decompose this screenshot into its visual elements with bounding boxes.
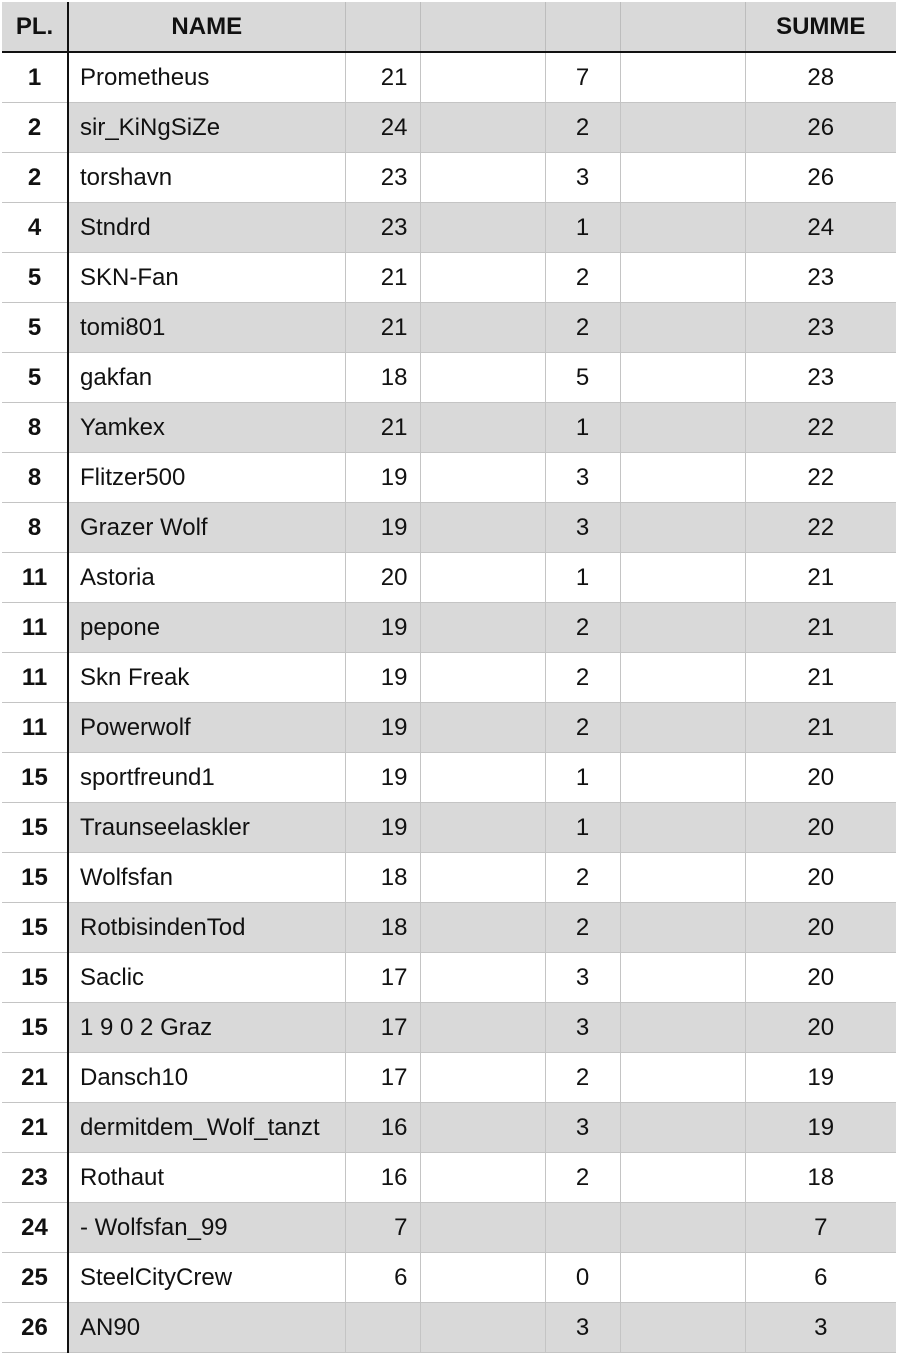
name-cell[interactable]: Traunseelaskler — [68, 803, 345, 853]
sum-cell[interactable]: 20 — [745, 1003, 896, 1053]
col-c-cell[interactable]: 2 — [545, 303, 620, 353]
table-row[interactable] — [2, 1303, 896, 1353]
col-c-cell[interactable]: 2 — [545, 903, 620, 953]
col-d-cell[interactable] — [620, 503, 745, 553]
col-a-cell[interactable]: 17 — [345, 1003, 420, 1053]
col-c-cell[interactable]: 2 — [545, 853, 620, 903]
col-d-cell[interactable] — [620, 903, 745, 953]
col-d-cell[interactable] — [620, 753, 745, 803]
col-d-cell[interactable] — [620, 103, 745, 153]
place-cell[interactable]: 25 — [2, 1253, 68, 1303]
col-b-cell[interactable] — [420, 603, 545, 653]
header-col-d[interactable] — [620, 2, 745, 52]
place-cell[interactable]: 8 — [2, 453, 68, 503]
table-row[interactable] — [2, 853, 896, 903]
col-b-cell[interactable] — [420, 553, 545, 603]
name-cell[interactable]: Powerwolf — [68, 703, 345, 753]
col-d-cell[interactable] — [620, 953, 745, 1003]
col-a-cell[interactable]: 19 — [345, 603, 420, 653]
col-c-cell[interactable] — [545, 1203, 620, 1253]
col-c-cell[interactable]: 3 — [545, 1303, 620, 1353]
name-cell[interactable]: Dansch10 — [68, 1053, 345, 1103]
table-row[interactable] — [2, 403, 896, 453]
col-c-cell[interactable]: 5 — [545, 353, 620, 403]
sum-cell[interactable]: 22 — [745, 453, 896, 503]
col-a-cell[interactable]: 19 — [345, 453, 420, 503]
col-a-cell[interactable]: 23 — [345, 153, 420, 203]
name-cell[interactable]: 1 9 0 2 Graz — [68, 1003, 345, 1053]
table-row[interactable] — [2, 353, 896, 403]
table-row[interactable] — [2, 1103, 896, 1153]
sum-cell[interactable]: 20 — [745, 903, 896, 953]
col-a-cell[interactable]: 19 — [345, 803, 420, 853]
name-cell[interactable]: pepone — [68, 603, 345, 653]
col-a-cell[interactable]: 17 — [345, 1053, 420, 1103]
sum-cell[interactable]: 19 — [745, 1053, 896, 1103]
col-a-cell[interactable]: 19 — [345, 703, 420, 753]
col-c-cell[interactable]: 3 — [545, 453, 620, 503]
col-b-cell[interactable] — [420, 1053, 545, 1103]
name-cell[interactable]: SKN-Fan — [68, 253, 345, 303]
header-col-c[interactable] — [545, 2, 620, 52]
col-d-cell[interactable] — [620, 603, 745, 653]
col-b-cell[interactable] — [420, 953, 545, 1003]
col-b-cell[interactable] — [420, 803, 545, 853]
col-c-cell[interactable]: 2 — [545, 703, 620, 753]
col-a-cell[interactable]: 21 — [345, 403, 420, 453]
name-cell[interactable]: RotbisindenTod — [68, 903, 345, 953]
col-b-cell[interactable] — [420, 1303, 545, 1353]
col-a-cell[interactable]: 19 — [345, 653, 420, 703]
table-row[interactable] — [2, 153, 896, 203]
col-b-cell[interactable] — [420, 253, 545, 303]
col-a-cell[interactable] — [345, 1303, 420, 1353]
place-cell[interactable]: 1 — [2, 52, 68, 103]
col-b-cell[interactable] — [420, 1153, 545, 1203]
name-cell[interactable]: sir_KiNgSiZe — [68, 103, 345, 153]
table-row[interactable] — [2, 453, 896, 503]
place-cell[interactable]: 23 — [2, 1153, 68, 1203]
col-a-cell[interactable]: 19 — [345, 753, 420, 803]
sum-cell[interactable]: 28 — [745, 52, 896, 103]
col-d-cell[interactable] — [620, 253, 745, 303]
sum-cell[interactable]: 20 — [745, 753, 896, 803]
col-c-cell[interactable]: 3 — [545, 153, 620, 203]
col-d-cell[interactable] — [620, 703, 745, 753]
col-d-cell[interactable] — [620, 52, 745, 103]
col-b-cell[interactable] — [420, 453, 545, 503]
col-a-cell[interactable]: 17 — [345, 953, 420, 1003]
table-row[interactable] — [2, 653, 896, 703]
col-d-cell[interactable] — [620, 1253, 745, 1303]
name-cell[interactable]: Grazer Wolf — [68, 503, 345, 553]
col-b-cell[interactable] — [420, 52, 545, 103]
name-cell[interactable]: sportfreund1 — [68, 753, 345, 803]
col-a-cell[interactable]: 24 — [345, 103, 420, 153]
place-cell[interactable]: 5 — [2, 253, 68, 303]
sum-cell[interactable]: 23 — [745, 353, 896, 403]
col-d-cell[interactable] — [620, 303, 745, 353]
name-cell[interactable]: Yamkex — [68, 403, 345, 453]
sum-cell[interactable]: 21 — [745, 603, 896, 653]
col-a-cell[interactable]: 16 — [345, 1153, 420, 1203]
name-cell[interactable]: Wolfsfan — [68, 853, 345, 903]
col-a-cell[interactable]: 18 — [345, 903, 420, 953]
col-a-cell[interactable]: 21 — [345, 303, 420, 353]
name-cell[interactable]: Flitzer500 — [68, 453, 345, 503]
place-cell[interactable]: 5 — [2, 303, 68, 353]
col-d-cell[interactable] — [620, 203, 745, 253]
col-d-cell[interactable] — [620, 1303, 745, 1353]
col-d-cell[interactable] — [620, 1053, 745, 1103]
col-d-cell[interactable] — [620, 453, 745, 503]
col-b-cell[interactable] — [420, 903, 545, 953]
header-place[interactable]: PL. — [2, 2, 68, 52]
col-b-cell[interactable] — [420, 153, 545, 203]
table-row[interactable] — [2, 903, 896, 953]
col-a-cell[interactable]: 18 — [345, 853, 420, 903]
table-row[interactable] — [2, 1053, 896, 1103]
col-d-cell[interactable] — [620, 353, 745, 403]
name-cell[interactable]: gakfan — [68, 353, 345, 403]
col-a-cell[interactable]: 16 — [345, 1103, 420, 1153]
col-a-cell[interactable]: 21 — [345, 52, 420, 103]
sum-cell[interactable]: 3 — [745, 1303, 896, 1353]
col-c-cell[interactable]: 2 — [545, 103, 620, 153]
place-cell[interactable]: 24 — [2, 1203, 68, 1253]
col-b-cell[interactable] — [420, 753, 545, 803]
place-cell[interactable]: 11 — [2, 653, 68, 703]
table-row[interactable] — [2, 203, 896, 253]
table-row[interactable] — [2, 253, 896, 303]
col-b-cell[interactable] — [420, 1203, 545, 1253]
col-d-cell[interactable] — [620, 153, 745, 203]
col-d-cell[interactable] — [620, 1203, 745, 1253]
sum-cell[interactable]: 20 — [745, 853, 896, 903]
sum-cell[interactable]: 19 — [745, 1103, 896, 1153]
col-b-cell[interactable] — [420, 403, 545, 453]
col-a-cell[interactable]: 6 — [345, 1253, 420, 1303]
col-b-cell[interactable] — [420, 1253, 545, 1303]
col-c-cell[interactable]: 2 — [545, 653, 620, 703]
place-cell[interactable]: 11 — [2, 703, 68, 753]
table-row[interactable] — [2, 52, 896, 103]
table-header — [2, 2, 896, 52]
sum-cell[interactable]: 7 — [745, 1203, 896, 1253]
col-a-cell[interactable]: 7 — [345, 1203, 420, 1253]
header-sum[interactable]: SUMME — [745, 2, 896, 52]
col-d-cell[interactable] — [620, 553, 745, 603]
place-cell[interactable]: 11 — [2, 553, 68, 603]
place-cell[interactable]: 15 — [2, 903, 68, 953]
col-c-cell[interactable]: 3 — [545, 953, 620, 1003]
name-cell[interactable]: SteelCityCrew — [68, 1253, 345, 1303]
place-cell[interactable]: 15 — [2, 853, 68, 903]
table-row[interactable] — [2, 503, 896, 553]
col-c-cell[interactable]: 1 — [545, 403, 620, 453]
name-cell[interactable]: - Wolfsfan_99 — [68, 1203, 345, 1253]
place-cell[interactable]: 8 — [2, 403, 68, 453]
sum-cell[interactable]: 20 — [745, 953, 896, 1003]
place-cell[interactable]: 2 — [2, 103, 68, 153]
header-col-b[interactable] — [420, 2, 545, 52]
col-a-cell[interactable]: 23 — [345, 203, 420, 253]
name-cell[interactable]: tomi801 — [68, 303, 345, 353]
col-b-cell[interactable] — [420, 1103, 545, 1153]
sum-cell[interactable]: 21 — [745, 653, 896, 703]
name-cell[interactable]: Stndrd — [68, 203, 345, 253]
col-b-cell[interactable] — [420, 703, 545, 753]
col-c-cell[interactable]: 1 — [545, 753, 620, 803]
col-d-cell[interactable] — [620, 1003, 745, 1053]
table-row[interactable] — [2, 553, 896, 603]
name-cell[interactable]: Rothaut — [68, 1153, 345, 1203]
col-c-cell[interactable]: 2 — [545, 1153, 620, 1203]
header-name[interactable]: NAME — [68, 2, 345, 52]
col-b-cell[interactable] — [420, 303, 545, 353]
name-cell[interactable]: Saclic — [68, 953, 345, 1003]
place-cell[interactable]: 21 — [2, 1053, 68, 1103]
table-row[interactable] — [2, 1153, 896, 1203]
place-cell[interactable]: 15 — [2, 1003, 68, 1053]
col-c-cell[interactable]: 3 — [545, 503, 620, 553]
col-c-cell[interactable]: 3 — [545, 1103, 620, 1153]
table-body — [2, 52, 896, 1353]
col-c-cell[interactable]: 7 — [545, 52, 620, 103]
table-row[interactable] — [2, 1203, 896, 1253]
col-a-cell[interactable]: 20 — [345, 553, 420, 603]
table-row[interactable] — [2, 303, 896, 353]
col-c-cell[interactable]: 1 — [545, 803, 620, 853]
sum-cell[interactable]: 23 — [745, 253, 896, 303]
col-d-cell[interactable] — [620, 403, 745, 453]
place-cell[interactable]: 15 — [2, 803, 68, 853]
name-cell[interactable]: torshavn — [68, 153, 345, 203]
header-col-a[interactable] — [345, 2, 420, 52]
col-c-cell[interactable]: 2 — [545, 603, 620, 653]
table-row[interactable] — [2, 103, 896, 153]
col-b-cell[interactable] — [420, 203, 545, 253]
name-cell[interactable]: Astoria — [68, 553, 345, 603]
col-c-cell[interactable]: 2 — [545, 253, 620, 303]
place-cell[interactable]: 26 — [2, 1303, 68, 1353]
col-c-cell[interactable]: 1 — [545, 553, 620, 603]
col-b-cell[interactable] — [420, 503, 545, 553]
standings-table — [2, 2, 896, 1353]
table-row[interactable] — [2, 1003, 896, 1053]
col-c-cell[interactable]: 0 — [545, 1253, 620, 1303]
place-cell[interactable]: 4 — [2, 203, 68, 253]
place-cell[interactable]: 2 — [2, 153, 68, 203]
name-cell[interactable]: dermitdem_Wolf_tanzt — [68, 1103, 345, 1153]
sum-cell[interactable]: 20 — [745, 803, 896, 853]
col-d-cell[interactable] — [620, 1103, 745, 1153]
sum-cell[interactable]: 22 — [745, 403, 896, 453]
table-row[interactable] — [2, 603, 896, 653]
col-b-cell[interactable] — [420, 103, 545, 153]
col-d-cell[interactable] — [620, 1153, 745, 1203]
sum-cell[interactable]: 21 — [745, 703, 896, 753]
col-c-cell[interactable]: 2 — [545, 1053, 620, 1103]
col-b-cell[interactable] — [420, 853, 545, 903]
col-a-cell[interactable]: 19 — [345, 503, 420, 553]
place-cell[interactable]: 15 — [2, 753, 68, 803]
col-a-cell[interactable]: 21 — [345, 253, 420, 303]
col-b-cell[interactable] — [420, 353, 545, 403]
name-cell[interactable]: Skn Freak — [68, 653, 345, 703]
table-row[interactable] — [2, 753, 896, 803]
name-cell[interactable]: AN90 — [68, 1303, 345, 1353]
sum-cell[interactable]: 18 — [745, 1153, 896, 1203]
table-row[interactable] — [2, 1253, 896, 1303]
col-a-cell[interactable]: 18 — [345, 353, 420, 403]
sum-cell[interactable]: 22 — [745, 503, 896, 553]
table-row[interactable] — [2, 803, 896, 853]
col-d-cell[interactable] — [620, 853, 745, 903]
place-cell[interactable]: 11 — [2, 603, 68, 653]
place-cell[interactable]: 15 — [2, 953, 68, 1003]
place-cell[interactable]: 5 — [2, 353, 68, 403]
place-cell[interactable]: 21 — [2, 1103, 68, 1153]
col-c-cell[interactable]: 1 — [545, 203, 620, 253]
col-b-cell[interactable] — [420, 653, 545, 703]
place-cell[interactable]: 8 — [2, 503, 68, 553]
col-d-cell[interactable] — [620, 803, 745, 853]
sum-cell[interactable]: 26 — [745, 103, 896, 153]
sum-cell[interactable]: 26 — [745, 153, 896, 203]
header-row — [2, 2, 896, 52]
col-d-cell[interactable] — [620, 653, 745, 703]
table-row[interactable] — [2, 703, 896, 753]
name-cell[interactable]: Prometheus — [68, 52, 345, 103]
sum-cell[interactable]: 21 — [745, 553, 896, 603]
col-c-cell[interactable]: 3 — [545, 1003, 620, 1053]
col-b-cell[interactable] — [420, 1003, 545, 1053]
sum-cell[interactable]: 24 — [745, 203, 896, 253]
sum-cell[interactable]: 6 — [745, 1253, 896, 1303]
sum-cell[interactable]: 23 — [745, 303, 896, 353]
table-row[interactable] — [2, 953, 896, 1003]
